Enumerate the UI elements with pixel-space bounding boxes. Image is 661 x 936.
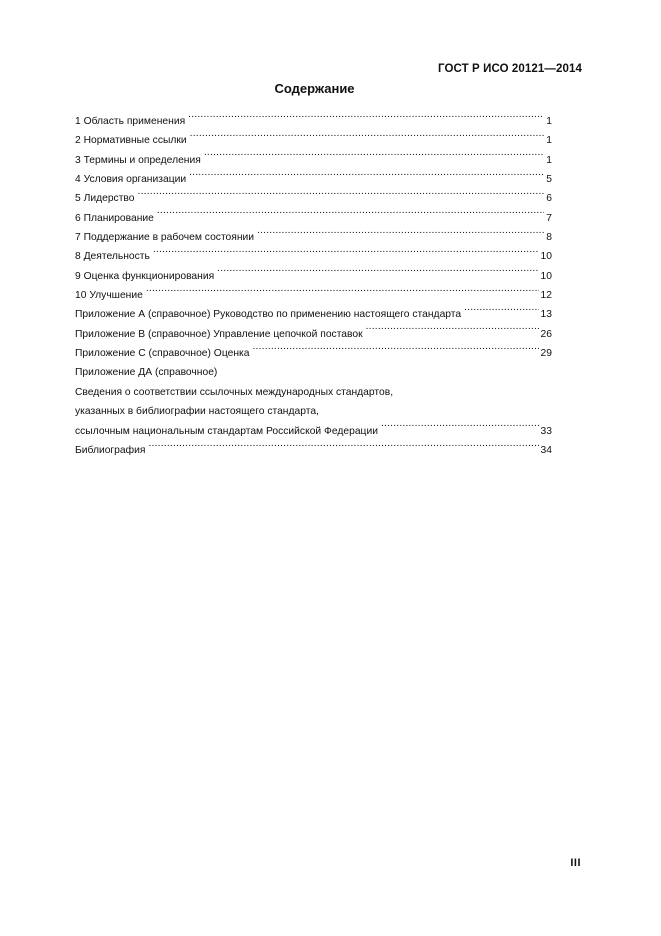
toc-entry-page: 5 [546, 174, 552, 186]
toc-entry-page: 13 [540, 309, 552, 321]
dot-leader [153, 247, 539, 259]
table-of-contents [75, 112, 552, 460]
toc-entry-label: 6 Планирование [75, 212, 154, 224]
dot-leader [204, 151, 544, 163]
toc-entry[interactable] [75, 247, 552, 266]
dot-leader [464, 305, 538, 317]
toc-entry-page: 10 [540, 251, 552, 263]
dot-leader [190, 131, 545, 143]
toc-entry-label: 7 Поддержание в рабочем состоянии [75, 232, 255, 244]
toc-entry-label: 5 Лидерство [75, 193, 135, 205]
toc-entry-page: 7 [546, 212, 552, 224]
toc-entry-label: ссылочным национальным стандартам Российской Федерации [75, 425, 378, 437]
toc-entry[interactable] [75, 267, 552, 286]
toc-annex-da-line: указанных в библиографии настоящего стандарта, [75, 406, 319, 418]
dot-leader [381, 422, 539, 434]
toc-entry-label: Библиография [75, 444, 146, 456]
toc-entry[interactable] [75, 325, 552, 344]
toc-entry-label: 8 Деятельность [75, 251, 150, 263]
toc-entry[interactable] [75, 286, 552, 305]
toc-entry[interactable] [75, 131, 552, 150]
toc-entry-label: 9 Оценка функционирования [75, 270, 215, 282]
toc-entry-label: Приложение С (справочное) Оценка [75, 348, 250, 360]
toc-annex-da-title: Приложение ДА (справочное) [75, 367, 218, 379]
document-header: ГОСТ Р ИСО 20121—2014 [437, 63, 582, 75]
toc-entry-page: 34 [540, 444, 552, 456]
toc-entry-page: 1 [546, 154, 552, 166]
toc-entry-label: 2 Нормативные ссылки [75, 135, 187, 147]
toc-entry-label: 4 Условия организации [75, 174, 187, 186]
toc-entry-page: 1 [546, 135, 552, 147]
dot-leader [146, 286, 539, 298]
dot-leader [217, 267, 538, 279]
toc-annex-da-line: Сведения о соответствии ссылочных международных стандартов, [75, 386, 394, 398]
dot-leader [188, 112, 544, 124]
dot-leader [157, 209, 544, 221]
toc-entry[interactable] [75, 112, 552, 131]
toc-entry-label: 1 Область применения [75, 116, 186, 127]
toc-entry-page: 8 [546, 232, 552, 244]
toc-entry-page: 26 [540, 328, 552, 340]
toc-entry-label: Приложение А (справочное) Руководство по применению настоящего стандарта [75, 309, 462, 321]
page-title: Содержание [274, 81, 355, 96]
toc-entry-annex-da[interactable] [75, 422, 552, 441]
toc-entry-page: 12 [540, 290, 552, 302]
toc-entry[interactable] [75, 209, 552, 228]
dot-leader [189, 170, 544, 182]
toc-entry-label: 3 Термины и определения [75, 154, 201, 166]
dot-leader [257, 228, 544, 240]
dot-leader [148, 441, 538, 453]
dot-leader [138, 189, 545, 201]
toc-entry[interactable] [75, 344, 552, 363]
toc-entry-label: Приложение В (справочное) Управление цепочкой поставок [75, 328, 363, 340]
toc-entry-page: 6 [546, 193, 552, 205]
dot-leader [366, 325, 539, 337]
toc-entry-page: 10 [540, 270, 552, 282]
toc-entry-page: 33 [540, 425, 552, 437]
toc-entry-page: 29 [540, 348, 552, 360]
toc-entry[interactable] [75, 228, 552, 247]
page-number: III [570, 857, 581, 869]
toc-entry-bibliography[interactable] [75, 441, 552, 460]
toc-entry-page: 1 [546, 116, 552, 127]
toc-entry[interactable] [75, 305, 552, 324]
dot-leader [252, 344, 538, 356]
toc-entry[interactable] [75, 151, 552, 170]
toc-entry-label: 10 Улучшение [75, 290, 143, 302]
toc-entry[interactable] [75, 189, 552, 208]
toc-entry[interactable] [75, 170, 552, 189]
